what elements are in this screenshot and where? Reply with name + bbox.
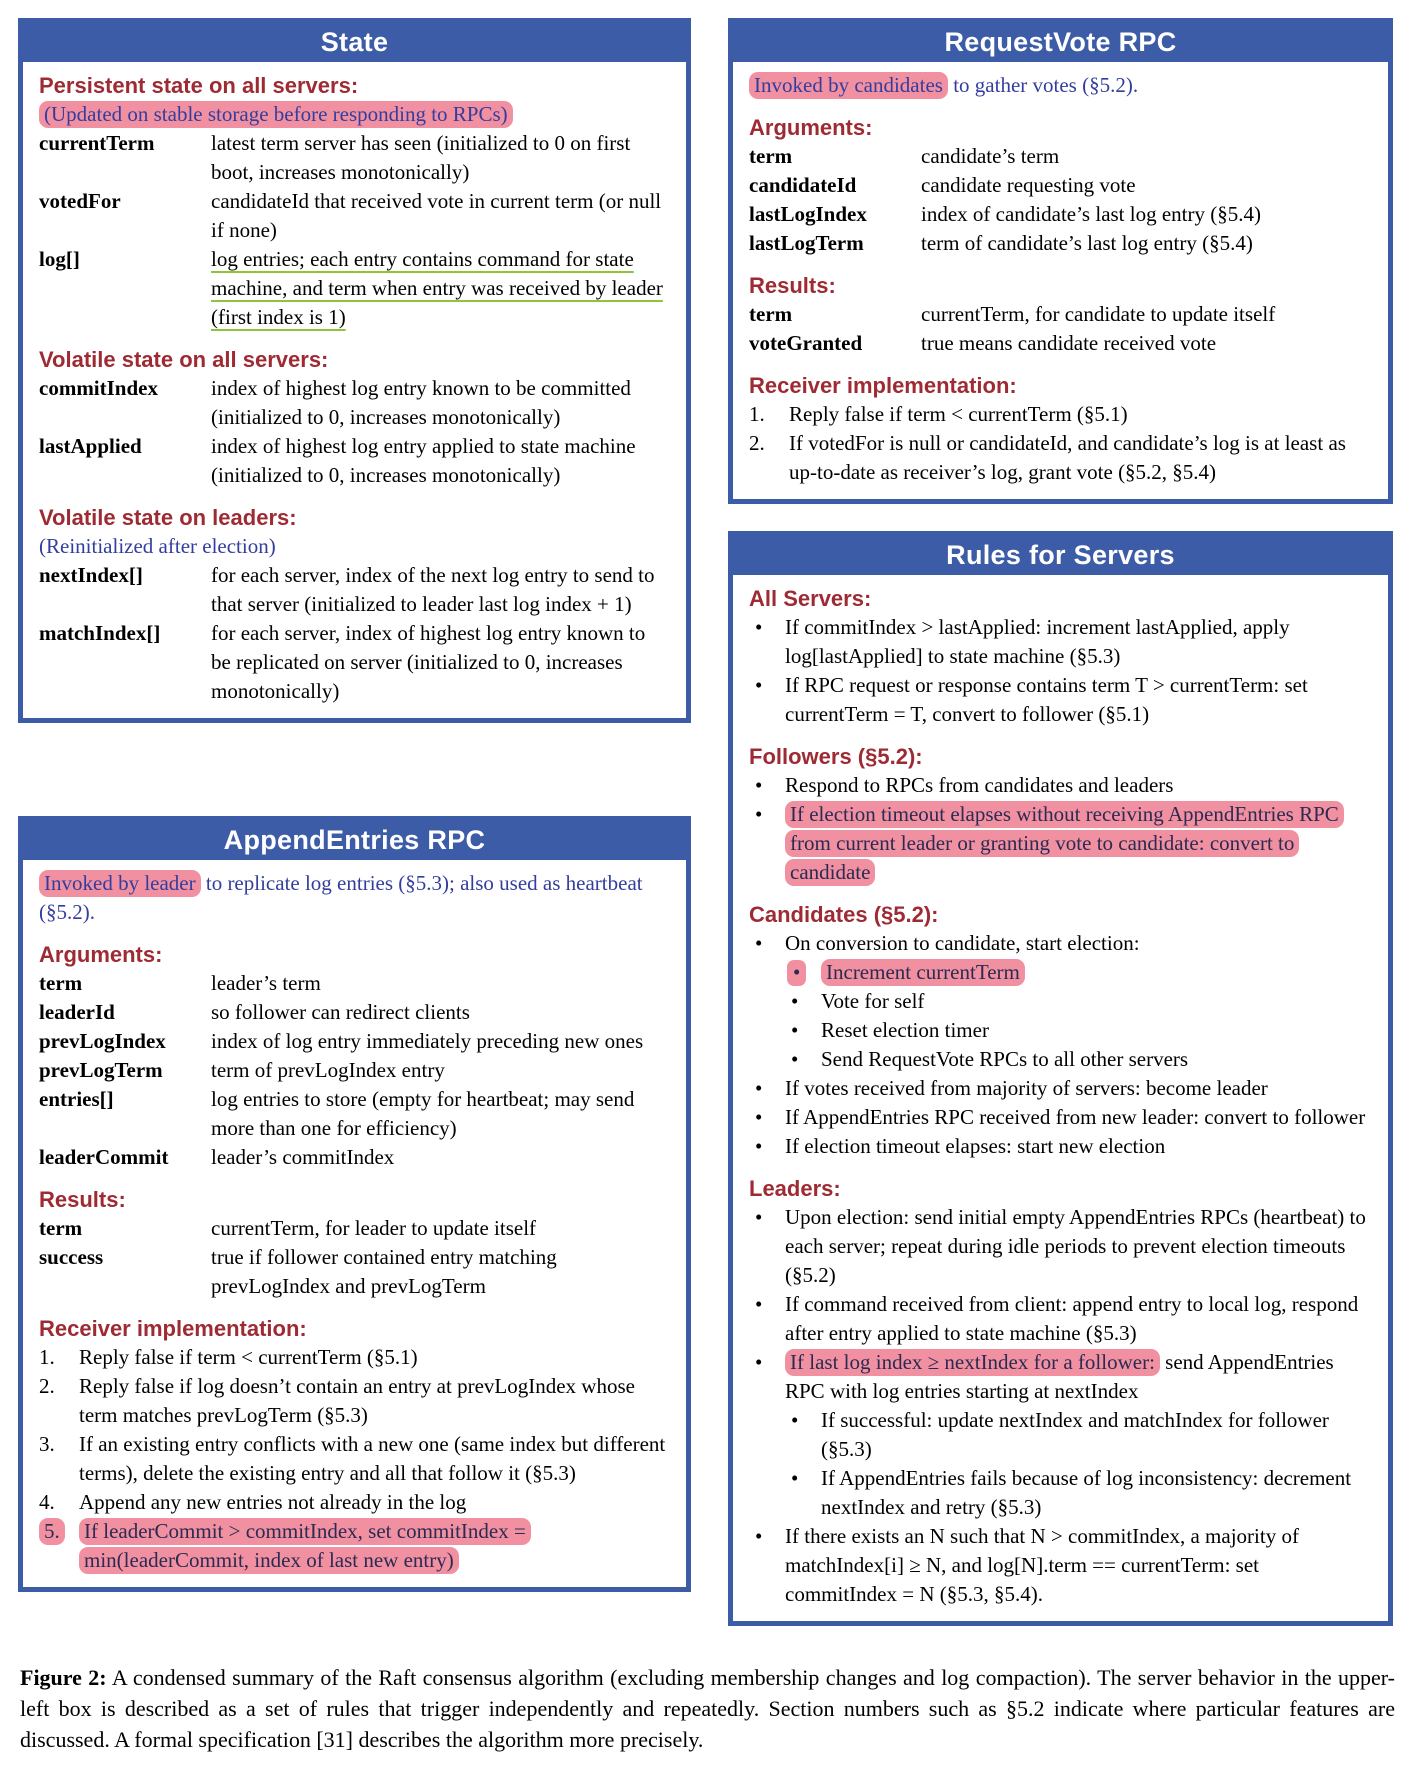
term-row bbox=[749, 171, 1374, 200]
append-entries-title: AppendEntries RPC bbox=[23, 821, 686, 860]
section-heading: Receiver implementation: bbox=[39, 1316, 307, 1341]
highlight: If election timeout elapses without receiving AppendEntries RPC from current leader or granting vote to candidate: convert to candidate bbox=[785, 801, 1344, 886]
caption-text: A condensed summary of the Raft consensus algorithm (excluding membership changes and log compaction). The server behavior in the upper-left box is described as a set of rules that trigger independently and repeatedly. Section numbers such as §5.2 indicate where particular features are discussed. A formal specification [31] describes the algorithm more precisely. bbox=[20, 1665, 1395, 1752]
term-name: lastLogIndex bbox=[749, 202, 867, 226]
bullet-icon bbox=[749, 1522, 785, 1551]
persistent-state-section bbox=[39, 71, 672, 332]
item-text: Upon election: send initial empty AppendEntries RPCs (heartbeat) to each server; repeat during idle periods to prevent election timeouts (§5.2) bbox=[785, 1205, 1366, 1287]
term-name: votedFor bbox=[39, 189, 121, 213]
bullet-icon bbox=[785, 1016, 821, 1045]
item-text: If AppendEntries RPC received from new leader: convert to follower bbox=[785, 1105, 1366, 1129]
bullet-icon bbox=[749, 1348, 785, 1377]
term-row bbox=[749, 200, 1374, 229]
term-desc: for each server, index of highest log entry known to be replicated on server (initialized to 0, increases monotonically) bbox=[211, 621, 646, 703]
section-heading: Receiver implementation: bbox=[749, 373, 1017, 398]
bullet-icon bbox=[749, 1290, 785, 1319]
item-text bbox=[821, 958, 1374, 987]
arguments-section bbox=[749, 113, 1374, 258]
term-desc: index of candidate’s last log entry (§5.4) bbox=[921, 202, 1261, 226]
highlight: 5. bbox=[39, 1518, 65, 1545]
bullet-icon bbox=[749, 1203, 785, 1232]
item-text bbox=[785, 800, 1374, 887]
term-desc: true means candidate received vote bbox=[921, 331, 1217, 355]
item-text: On conversion to candidate, start election: bbox=[785, 931, 1140, 955]
bullet-icon bbox=[749, 671, 785, 700]
term-desc: index of highest log entry applied to state machine (initialized to 0, increases monotonically) bbox=[211, 434, 636, 487]
item-text: If successful: update nextIndex and matchIndex for follower (§5.3) bbox=[821, 1408, 1329, 1461]
item-text: Respond to RPCs from candidates and leaders bbox=[785, 773, 1174, 797]
term-desc: true if follower contained entry matching prevLogIndex and prevLogTerm bbox=[211, 1245, 557, 1298]
term-desc: so follower can redirect clients bbox=[211, 1000, 470, 1024]
term-name: commitIndex bbox=[39, 376, 158, 400]
rules-content bbox=[733, 575, 1388, 1621]
term-desc: log entries to store (empty for heartbeat; may send more than one for efficiency) bbox=[211, 1087, 635, 1140]
section-heading: Followers (§5.2): bbox=[749, 744, 923, 769]
bullet-item bbox=[749, 929, 1374, 958]
results-section bbox=[749, 271, 1374, 358]
term-name: prevLogTerm bbox=[39, 1058, 163, 1082]
item-number: 1. bbox=[749, 402, 765, 426]
bullet-item bbox=[749, 1522, 1374, 1609]
sub-bullet-item bbox=[785, 987, 1374, 1016]
all-servers-section bbox=[749, 584, 1374, 729]
term-name: nextIndex[] bbox=[39, 563, 143, 587]
item-number: 2. bbox=[39, 1374, 55, 1398]
term-row bbox=[749, 300, 1374, 329]
bullet-item bbox=[749, 671, 1374, 729]
term-desc: currentTerm, for leader to update itself bbox=[211, 1216, 537, 1240]
leaders-section bbox=[749, 1174, 1374, 1609]
receiver-implementation-section bbox=[39, 1314, 672, 1575]
item-text: Append any new entries not already in the log bbox=[79, 1490, 467, 1514]
section-heading: Leaders: bbox=[749, 1176, 841, 1201]
candidates-section bbox=[749, 900, 1374, 1161]
section-heading: Candidates (§5.2): bbox=[749, 902, 939, 927]
term-name: term bbox=[749, 302, 793, 326]
item-text bbox=[785, 1348, 1374, 1406]
intro-rest: to replicate log entries (§5.3); also used as heartbeat (§5.2). bbox=[39, 871, 643, 924]
item-text: Reply false if term < currentTerm (§5.1) bbox=[789, 402, 1128, 426]
item-text: If election timeout elapses: start new election bbox=[785, 1134, 1166, 1158]
state-box-content bbox=[23, 62, 686, 718]
sub-bullet-item-highlighted bbox=[785, 958, 1374, 987]
item-number: 2. bbox=[749, 431, 765, 455]
item-text: If votes received from majority of servers: become leader bbox=[785, 1076, 1268, 1100]
term-row bbox=[39, 187, 672, 245]
append-entries-content bbox=[23, 860, 686, 1587]
item-text bbox=[79, 1517, 672, 1575]
numbered-item bbox=[39, 1430, 672, 1488]
sub-bullet-item bbox=[785, 1406, 1374, 1464]
term-name: prevLogIndex bbox=[39, 1029, 166, 1053]
term-row bbox=[39, 432, 672, 490]
bullet-item bbox=[749, 1203, 1374, 1290]
term-name: leaderId bbox=[39, 1000, 115, 1024]
volatile-leaders-section bbox=[39, 503, 672, 706]
term-row bbox=[39, 1143, 672, 1172]
term-desc: candidate’s term bbox=[921, 144, 1060, 168]
term-name: currentTerm bbox=[39, 131, 155, 155]
term-desc-underlined: log entries; each entry contains command for state machine, and term when entry was received by leader (first index is 1) bbox=[211, 247, 663, 329]
section-heading: All Servers: bbox=[749, 586, 872, 611]
term-row bbox=[39, 1214, 672, 1243]
term-desc: term of prevLogIndex entry bbox=[211, 1058, 445, 1082]
bullet-icon bbox=[785, 1045, 821, 1074]
request-vote-box bbox=[728, 18, 1393, 504]
volatile-all-servers-section bbox=[39, 345, 672, 490]
bullet-icon bbox=[749, 1074, 785, 1103]
bullet-icon bbox=[749, 800, 785, 829]
highlight: If last log index ≥ nextIndex for a follower: bbox=[785, 1349, 1160, 1376]
arguments-section bbox=[39, 940, 672, 1172]
term-row bbox=[39, 998, 672, 1027]
item-text: If command received from client: append entry to local log, respond after entry applied to state machine (§5.3) bbox=[785, 1292, 1359, 1345]
bullet-item bbox=[749, 1132, 1374, 1161]
item-number bbox=[39, 1517, 79, 1546]
term-desc: candidateId that received vote in current term (or null if none) bbox=[211, 189, 662, 242]
bullet-icon bbox=[749, 613, 785, 642]
leaders-note: (Reinitialized after election) bbox=[39, 534, 276, 558]
term-desc: index of log entry immediately preceding new ones bbox=[211, 1029, 644, 1053]
persistent-note bbox=[39, 100, 672, 129]
bullet-item bbox=[749, 1074, 1374, 1103]
bullet-item-partial-highlight bbox=[749, 1348, 1374, 1406]
item-text: If an existing entry conflicts with a new one (same index but different terms), delete the existing entry and all that follow it (§5.3) bbox=[79, 1432, 666, 1485]
term-name: voteGranted bbox=[749, 331, 863, 355]
sub-bullet-item bbox=[785, 1464, 1374, 1522]
state-box-title: State bbox=[23, 23, 686, 62]
term-name: lastApplied bbox=[39, 434, 142, 458]
item-text: Vote for self bbox=[821, 989, 925, 1013]
bullet-item bbox=[749, 613, 1374, 671]
item-number: 1. bbox=[39, 1345, 55, 1369]
term-name: term bbox=[749, 144, 793, 168]
term-row bbox=[39, 129, 672, 187]
term-name: lastLogTerm bbox=[749, 231, 864, 255]
numbered-item bbox=[39, 1343, 672, 1372]
term-desc: term of candidate’s last log entry (§5.4) bbox=[921, 231, 1253, 255]
bullet-item bbox=[749, 771, 1374, 800]
term-desc: latest term server has seen (initialized to 0 on first boot, increases monotonically) bbox=[211, 131, 631, 184]
bullet-icon bbox=[785, 987, 821, 1016]
term-row bbox=[749, 329, 1374, 358]
term-desc: candidate requesting vote bbox=[921, 173, 1136, 197]
term-desc: index of highest log entry known to be committed (initialized to 0, increases monotonically) bbox=[211, 376, 631, 429]
bullet-icon bbox=[749, 1132, 785, 1161]
rules-title: Rules for Servers bbox=[733, 536, 1388, 575]
append-entries-box bbox=[18, 816, 691, 1592]
bullet-icon bbox=[785, 1464, 821, 1493]
term-name: leaderCommit bbox=[39, 1145, 169, 1169]
followers-section bbox=[749, 742, 1374, 887]
figure-caption bbox=[20, 1662, 1395, 1755]
numbered-item bbox=[749, 400, 1374, 429]
bullet-item bbox=[749, 1290, 1374, 1348]
term-row bbox=[39, 245, 672, 332]
term-name: success bbox=[39, 1245, 104, 1269]
rules-for-servers-box bbox=[728, 531, 1393, 1626]
section-heading: Volatile state on all servers: bbox=[39, 347, 329, 372]
item-text: Reset election timer bbox=[821, 1018, 989, 1042]
highlight: Invoked by leader bbox=[39, 870, 201, 897]
section-heading: Results: bbox=[39, 1187, 126, 1212]
item-text: If votedFor is null or candidateId, and candidate’s log is at least as up-to-date as receiver’s log, grant vote (§5.2, §5.4) bbox=[789, 431, 1346, 484]
bullet-icon bbox=[749, 929, 785, 958]
numbered-item bbox=[39, 1488, 672, 1517]
term-desc: for each server, index of the next log entry to send to that server (initialized to leader last log index + 1) bbox=[211, 563, 655, 616]
item-text: Reply false if term < currentTerm (§5.1) bbox=[79, 1345, 418, 1369]
numbered-item bbox=[39, 1372, 672, 1430]
highlight: (Updated on stable storage before responding to RPCs) bbox=[39, 101, 513, 128]
item-text: If RPC request or response contains term T > currentTerm: set currentTerm = T, convert to follower (§5.1) bbox=[785, 673, 1308, 726]
section-heading: Persistent state on all servers: bbox=[39, 73, 359, 98]
item-number: 3. bbox=[39, 1432, 55, 1456]
term-name: candidateId bbox=[749, 173, 857, 197]
request-vote-title: RequestVote RPC bbox=[733, 23, 1388, 62]
term-name: log[] bbox=[39, 247, 80, 271]
term-desc: currentTerm, for candidate to update itself bbox=[921, 302, 1276, 326]
bullet-icon-highlighted bbox=[785, 958, 821, 987]
term-row bbox=[39, 1085, 672, 1143]
term-row bbox=[749, 229, 1374, 258]
term-name: entries[] bbox=[39, 1087, 114, 1111]
item-text: If there exists an N such that N > commitIndex, a majority of matchIndex[i] ≥ N, and log[N].term == currentTerm: set commitIndex = N (§5.3, §5.4). bbox=[785, 1524, 1299, 1606]
intro-rest: to gather votes (§5.2). bbox=[947, 73, 1139, 97]
receiver-implementation-section bbox=[749, 371, 1374, 487]
term-row bbox=[39, 1243, 672, 1301]
numbered-item-highlighted bbox=[39, 1517, 672, 1575]
term-row bbox=[749, 142, 1374, 171]
highlight: Invoked by candidates bbox=[749, 72, 948, 99]
state-box bbox=[18, 18, 691, 723]
append-entries-intro bbox=[39, 869, 672, 927]
section-heading: Arguments: bbox=[39, 942, 163, 967]
term-name: matchIndex[] bbox=[39, 621, 161, 645]
sub-bullet-item bbox=[785, 1016, 1374, 1045]
term-row bbox=[39, 969, 672, 998]
section-heading: Arguments: bbox=[749, 115, 873, 140]
numbered-item bbox=[749, 429, 1374, 487]
term-desc: leader’s term bbox=[211, 971, 321, 995]
highlight: Increment currentTerm bbox=[821, 959, 1025, 986]
section-heading: Results: bbox=[749, 273, 836, 298]
term-row bbox=[39, 561, 672, 619]
item-text: If commitIndex > lastApplied: increment lastApplied, apply log[lastApplied] to state machine (§5.3) bbox=[785, 615, 1290, 668]
item-number: 4. bbox=[39, 1490, 55, 1514]
bullet-icon bbox=[785, 1406, 821, 1435]
results-section bbox=[39, 1185, 672, 1301]
item-text: Reply false if log doesn’t contain an entry at prevLogIndex whose term matches prevLogTerm (§5.3) bbox=[79, 1374, 635, 1427]
bullet-item-highlighted bbox=[749, 800, 1374, 887]
item-text-rest: send AppendEntries RPC with log entries starting at nextIndex bbox=[785, 1350, 1334, 1403]
request-vote-content bbox=[733, 62, 1388, 499]
term-row bbox=[39, 1056, 672, 1085]
item-text: If AppendEntries fails because of log inconsistency: decrement nextIndex and retry (§5.3) bbox=[821, 1466, 1352, 1519]
section-heading: Volatile state on leaders: bbox=[39, 505, 297, 530]
bullet-icon bbox=[749, 1103, 785, 1132]
bullet-item bbox=[749, 1103, 1374, 1132]
term-row bbox=[39, 374, 672, 432]
item-text: Send RequestVote RPCs to all other servers bbox=[821, 1047, 1189, 1071]
bullet-icon bbox=[749, 771, 785, 800]
term-name: term bbox=[39, 1216, 83, 1240]
term-row bbox=[39, 1027, 672, 1056]
term-row bbox=[39, 619, 672, 706]
sub-bullet-item bbox=[785, 1045, 1374, 1074]
caption-label: Figure 2: bbox=[20, 1665, 107, 1690]
term-desc: leader’s commitIndex bbox=[211, 1145, 395, 1169]
request-vote-intro bbox=[749, 71, 1374, 100]
term-name: term bbox=[39, 971, 83, 995]
highlight: If leaderCommit > commitIndex, set commitIndex = min(leaderCommit, index of last new entry) bbox=[79, 1518, 531, 1574]
